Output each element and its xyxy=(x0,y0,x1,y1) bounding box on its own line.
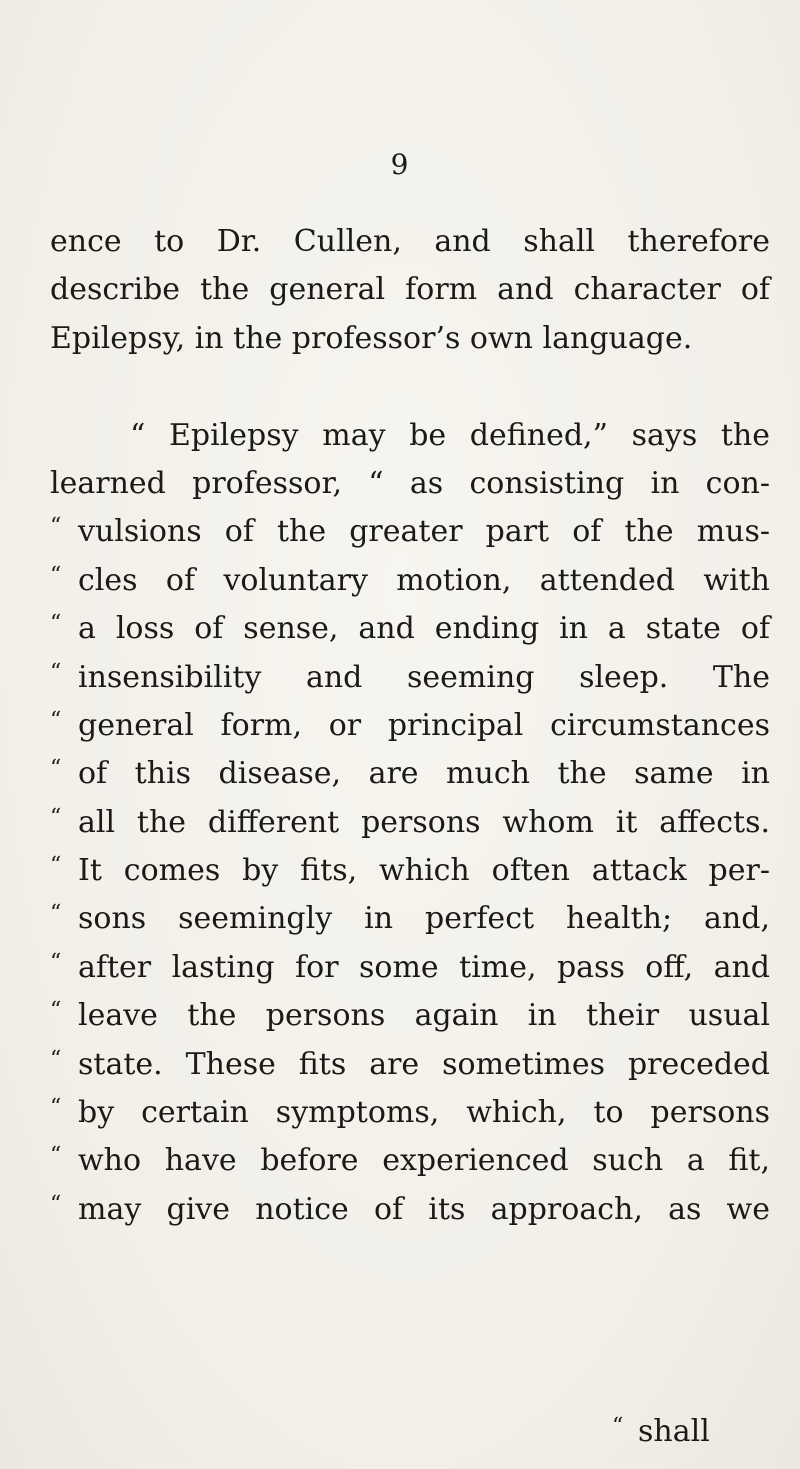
quote-mark: “ xyxy=(50,901,62,927)
quoted-line-text: general form, or principal circumstances xyxy=(78,707,770,743)
quote-mark: “ xyxy=(50,998,62,1024)
quoted-line xyxy=(50,1089,770,1137)
quoted-line xyxy=(50,1041,770,1089)
quote-mark: “ xyxy=(50,707,62,733)
quoted-line xyxy=(50,508,770,556)
quoted-line xyxy=(50,605,770,653)
quoted-line xyxy=(50,944,770,992)
quoted-line-text: may give notice of its approach, as we xyxy=(78,1191,770,1227)
quote-mark: “ xyxy=(50,611,62,637)
quoted-line xyxy=(50,895,770,943)
quote-mark: “ xyxy=(50,659,62,685)
quoted-line-text: of this disease, are much the same in xyxy=(78,756,770,792)
quoted-line-text: who have before experienced such a fit, xyxy=(78,1143,770,1179)
quoted-line xyxy=(50,557,770,605)
paragraph-gap xyxy=(50,363,770,411)
quoted-line-text: It comes by fits, which often attack per- xyxy=(78,853,770,889)
catchword xyxy=(612,1408,710,1459)
quoted-line xyxy=(50,654,770,702)
quote-mark: “ xyxy=(50,756,62,782)
quoted-line xyxy=(50,799,770,847)
quote-mark: “ xyxy=(50,514,62,540)
quoted-line xyxy=(50,1186,770,1234)
quote-mark: “ xyxy=(50,562,62,588)
body-text xyxy=(50,218,770,1234)
quote-opening-line: “ Epilepsy may be defined,” says the xyxy=(130,417,770,453)
text-line: Epilepsy, in the professor’s own language. xyxy=(50,320,693,356)
quoted-line-text: cles of voluntary motion, attended with xyxy=(78,562,770,598)
quoted-line-text: a loss of sense, and ending in a state of xyxy=(78,611,770,647)
quote-mark: “ xyxy=(50,1095,62,1121)
quoted-line xyxy=(50,702,770,750)
quoted-line-text: leave the persons again in their usual xyxy=(78,998,770,1034)
page-number: 9 xyxy=(390,148,410,181)
text-line: learned professor, “ as consisting in con- xyxy=(50,465,770,501)
quote-mark: “ xyxy=(50,1143,62,1169)
quote-mark: “ xyxy=(50,1046,62,1072)
quoted-line-text: after lasting for some time, pass off, and xyxy=(78,949,770,985)
quoted-line-text: state. These fits are sometimes preceded xyxy=(78,1046,770,1082)
quote-mark: “ xyxy=(50,949,62,975)
text-line: ence to Dr. Cullen, and shall therefore xyxy=(50,224,770,259)
text-line: describe the general form and character of xyxy=(50,272,770,308)
quoted-line xyxy=(50,847,770,895)
quoted-line xyxy=(50,1137,770,1185)
quote-mark: “ xyxy=(50,1191,62,1217)
quoted-line xyxy=(50,992,770,1040)
quote-mark: “ xyxy=(50,853,62,879)
quoted-line xyxy=(50,750,770,798)
quote-mark: “ xyxy=(612,1414,624,1439)
quoted-line-text: all the different persons whom it affects. xyxy=(78,804,770,840)
quoted-line-text: insensibility and seeming sleep. The xyxy=(78,659,770,695)
quote-mark: “ xyxy=(50,804,62,830)
quoted-line-text: vulsions of the greater part of the mus- xyxy=(78,514,770,550)
quoted-line-text: by certain symptoms, which, to persons xyxy=(78,1095,770,1131)
catchword-text: shall xyxy=(638,1414,710,1449)
quoted-line-text: sons seemingly in perfect health; and, xyxy=(78,901,770,937)
